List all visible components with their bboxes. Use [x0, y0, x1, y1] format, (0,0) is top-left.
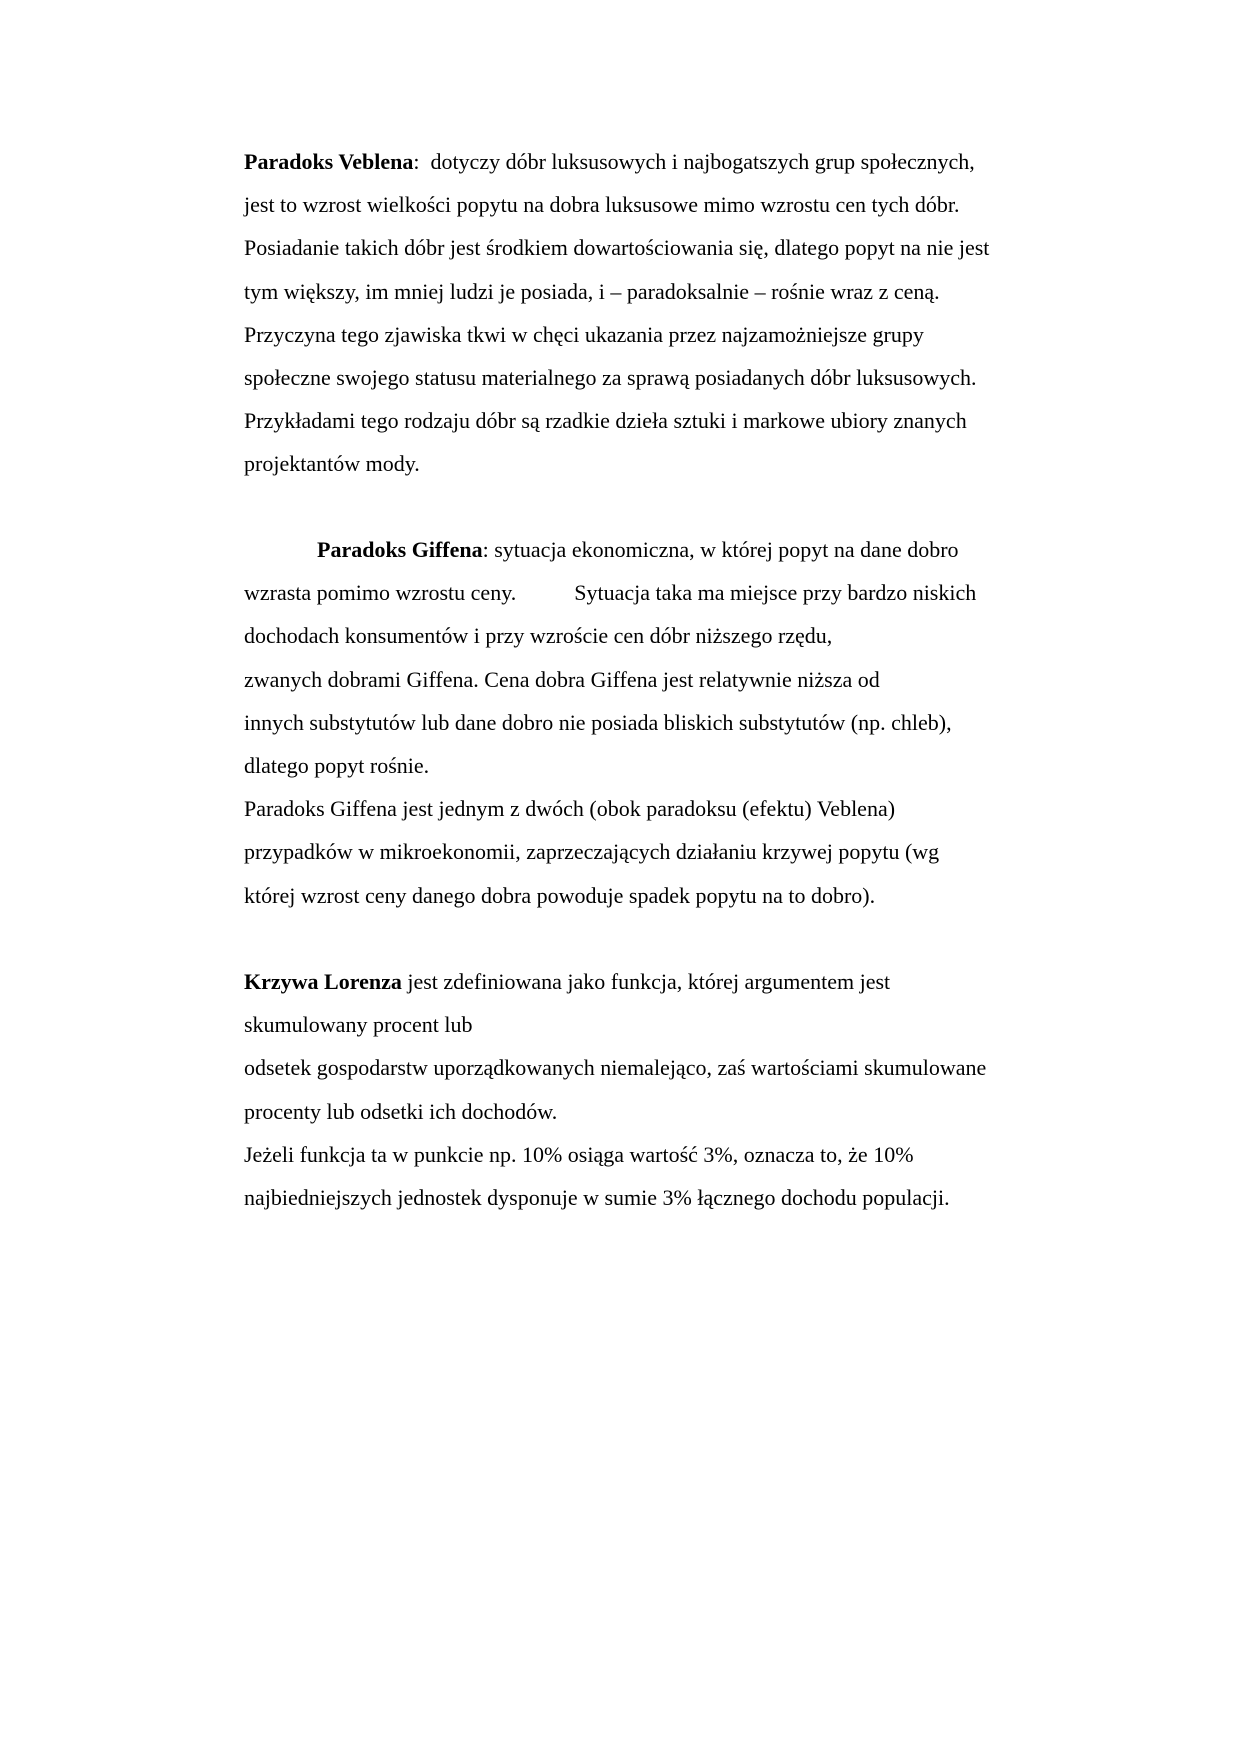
veblen-line-6: społeczne swojego statusu materialnego za sprawą posiadanych dóbr luksusowych. [244, 364, 977, 390]
giffen-line-7: Paradoks Giffena jest jednym z dwóch (obok paradoksu (efektu) Veblena) [244, 796, 896, 822]
lorenz-paragraph [244, 960, 1124, 1219]
lorenz-line-4: procenty lub odsetki ich dochodów. [244, 1098, 558, 1124]
veblen-line-8: projektantów mody. [244, 451, 420, 477]
lorenz-line-3: odsetek gospodarstw uporządkowanych niemalejąco, zaś wartościami skumulowane [244, 1055, 987, 1081]
veblen-line-3: Posiadanie takich dóbr jest środkiem dowartościowania się, dlatego popyt na nie jest [244, 235, 990, 261]
veblen-line-2: jest to wzrost wielkości popytu na dobra luksusowe mimo wzrostu cen tych dóbr. [244, 192, 960, 218]
veblen-paragraph [244, 140, 1124, 486]
giffen-line-4: zwanych dobrami Giffena. Cena dobra Giffena jest relatywnie niższa od [244, 666, 880, 692]
giffen-line-6: dlatego popyt rośnie. [244, 752, 430, 778]
veblen-line-1: Paradoks Veblena: dotyczy dóbr luksusowych i najbogatszych grup społecznych, [244, 149, 975, 174]
lorenz-heading: Krzywa Lorenza [244, 969, 402, 994]
veblen-heading: Paradoks Veblena [244, 149, 414, 174]
giffen-line-3: dochodach konsumentów i przy wzroście cen dóbr niższego rzędu, [244, 623, 833, 649]
veblen-line-4: tym większy, im mniej ludzi je posiada, i – paradoksalnie – rośnie wraz z ceną. [244, 278, 940, 304]
lorenz-line-5: Jeżeli funkcja ta w punkcie np. 10% osiąga wartość 3%, oznacza to, że 10% [244, 1141, 914, 1167]
veblen-line-7: Przykładami tego rodzaju dóbr są rzadkie dzieła sztuki i markowe ubiory znanych [244, 408, 967, 434]
giffen-line-5: innych substytutów lub dane dobro nie posiada bliskich substytutów (np. chleb), [244, 709, 952, 735]
giffen-line-1: Paradoks Giffena: sytuacja ekonomiczna, w której popyt na dane dobro [317, 537, 959, 562]
veblen-line-5: Przyczyna tego zjawiska tkwi w chęci ukazania przez najzamożniejsze grupy [244, 321, 924, 347]
lorenz-line-1: Krzywa Lorenza jest zdefiniowana jako funkcja, której argumentem jest [244, 969, 891, 994]
giffen-line-2: wzrasta pomimo wzrostu ceny. Sytuacja taka ma miejsce przy bardzo niskich [244, 580, 977, 606]
giffen-line-9: której wzrost ceny danego dobra powoduje spadek popytu na to dobro). [244, 882, 876, 908]
giffen-line-8: przypadków w mikroekonomii, zaprzeczających działaniu krzywej popytu (wg [244, 839, 940, 865]
lorenz-line-6: najbiedniejszych jednostek dysponuje w sumie 3% łącznego dochodu populacji. [244, 1184, 950, 1210]
giffen-heading: Paradoks Giffena [317, 537, 483, 562]
lorenz-line-2: skumulowany procent lub [244, 1012, 473, 1038]
giffen-paragraph [244, 528, 1124, 917]
